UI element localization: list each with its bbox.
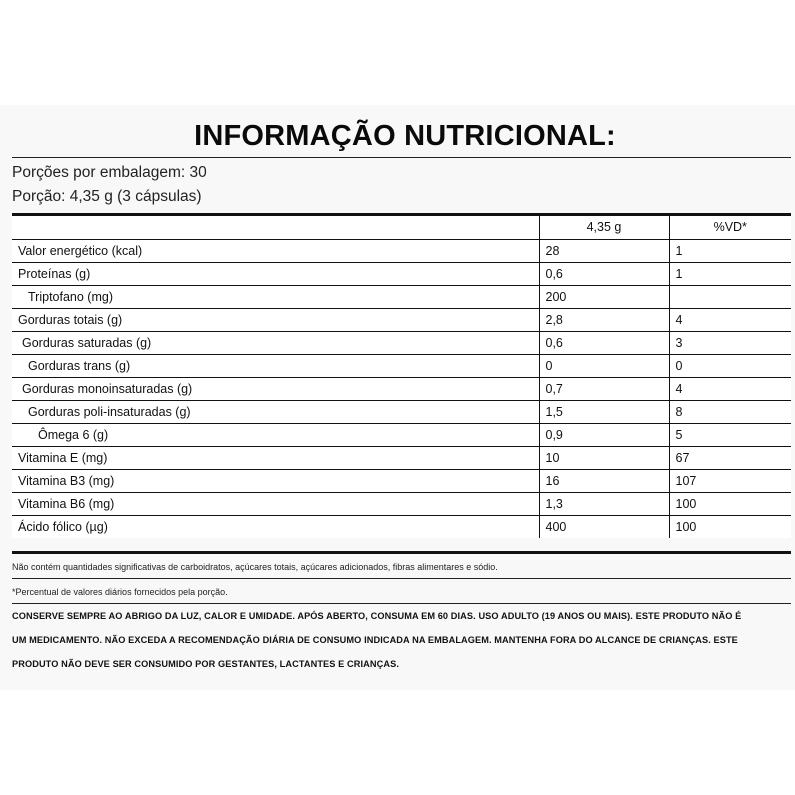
table-row	[12, 469, 791, 492]
warning-line-1: CONSERVE SEMPRE AO ABRIGO DA LUZ, CALOR E UMIDADE. APÓS ABERTO, CONSUMA EM 60 DIAS. USO ADULTO (19 ANOS OU MAIS). ESTE PRODUTO NÃO É	[12, 611, 742, 621]
nutrition-table	[12, 216, 791, 538]
table-row	[12, 308, 791, 331]
nutrient-amount: 10	[539, 446, 669, 469]
header-amount: 4,35 g	[539, 216, 669, 239]
nutrient-amount: 28	[539, 239, 669, 262]
nutrient-daily-value: 5	[669, 423, 791, 446]
nutrient-amount: 0,6	[539, 262, 669, 285]
nutrient-daily-value	[669, 285, 791, 308]
table-row	[12, 239, 791, 262]
nutrient-name: Proteínas (g)	[12, 262, 539, 285]
table-row	[12, 423, 791, 446]
nutrient-amount: 400	[539, 515, 669, 538]
table-row	[12, 377, 791, 400]
not-significant-note: Não contém quantidades significativas de carboidratos, açúcares totais, açúcares adicionados, fibras alimentares e sódio.	[12, 562, 498, 572]
table-row	[12, 400, 791, 423]
serving-size: Porção: 4,35 g (3 cápsulas)	[12, 188, 202, 205]
nutrient-name: Gorduras monoinsaturadas (g)	[12, 377, 539, 400]
nutrient-amount: 200	[539, 285, 669, 308]
nutrient-daily-value: 1	[669, 239, 791, 262]
nutrient-amount: 16	[539, 469, 669, 492]
nutrient-name: Ômega 6 (g)	[12, 423, 539, 446]
servings-per-package: Porções por embalagem: 30	[12, 164, 207, 181]
table-row	[12, 331, 791, 354]
nutrient-name: Gorduras poli-insaturadas (g)	[12, 400, 539, 423]
nutrient-daily-value: 3	[669, 331, 791, 354]
nutrient-amount: 1,3	[539, 492, 669, 515]
nutrient-daily-value: 100	[669, 515, 791, 538]
nutrient-daily-value: 1	[669, 262, 791, 285]
nutrient-name: Vitamina B3 (mg)	[12, 469, 539, 492]
table-row	[12, 492, 791, 515]
nutrient-amount: 0	[539, 354, 669, 377]
warning-line-3: PRODUTO NÃO DEVE SER CONSUMIDO POR GESTANTES, LACTANTES E CRIANÇAS.	[12, 659, 399, 669]
table-row	[12, 354, 791, 377]
nutrient-daily-value: 8	[669, 400, 791, 423]
table-header-row	[12, 216, 791, 239]
nutrient-amount: 2,8	[539, 308, 669, 331]
nutrient-amount: 0,6	[539, 331, 669, 354]
nutrient-daily-value: 4	[669, 377, 791, 400]
nutrient-name: Gorduras totais (g)	[12, 308, 539, 331]
table-row	[12, 262, 791, 285]
nutrient-name: Triptofano (mg)	[12, 285, 539, 308]
nutrient-daily-value: 0	[669, 354, 791, 377]
nutrient-name: Ácido fólico (µg)	[12, 515, 539, 538]
nutrient-daily-value: 100	[669, 492, 791, 515]
table-row	[12, 515, 791, 538]
note-divider	[12, 578, 791, 579]
nutrient-name: Gorduras trans (g)	[12, 354, 539, 377]
nutrient-name: Valor energético (kcal)	[12, 239, 539, 262]
nutrient-name: Vitamina E (mg)	[12, 446, 539, 469]
nutrient-daily-value: 67	[669, 446, 791, 469]
header-nutrient	[12, 216, 539, 239]
nutrient-daily-value: 4	[669, 308, 791, 331]
table-row	[12, 446, 791, 469]
nutrient-amount: 0,7	[539, 377, 669, 400]
footnote-divider	[12, 603, 791, 604]
title-divider	[12, 157, 791, 158]
warning-line-2: UM MEDICAMENTO. NÃO EXCEDA A RECOMENDAÇÃO DIÁRIA DE CONSUMO INDICADA NA EMBALAGEM. MANTENHA FORA DO ALCANCE DE CRIANÇAS. ESTE	[12, 635, 738, 645]
table-bottom-divider	[12, 551, 791, 554]
table-row	[12, 285, 791, 308]
nutrient-name: Vitamina B6 (mg)	[12, 492, 539, 515]
nutrient-name: Gorduras saturadas (g)	[12, 331, 539, 354]
header-daily-value: %VD*	[669, 216, 791, 239]
nutrient-daily-value: 107	[669, 469, 791, 492]
daily-value-footnote: *Percentual de valores diários fornecidos pela porção.	[12, 587, 228, 597]
label-title: INFORMAÇÃO NUTRICIONAL:	[194, 120, 616, 152]
nutrient-amount: 1,5	[539, 400, 669, 423]
nutrient-amount: 0,9	[539, 423, 669, 446]
